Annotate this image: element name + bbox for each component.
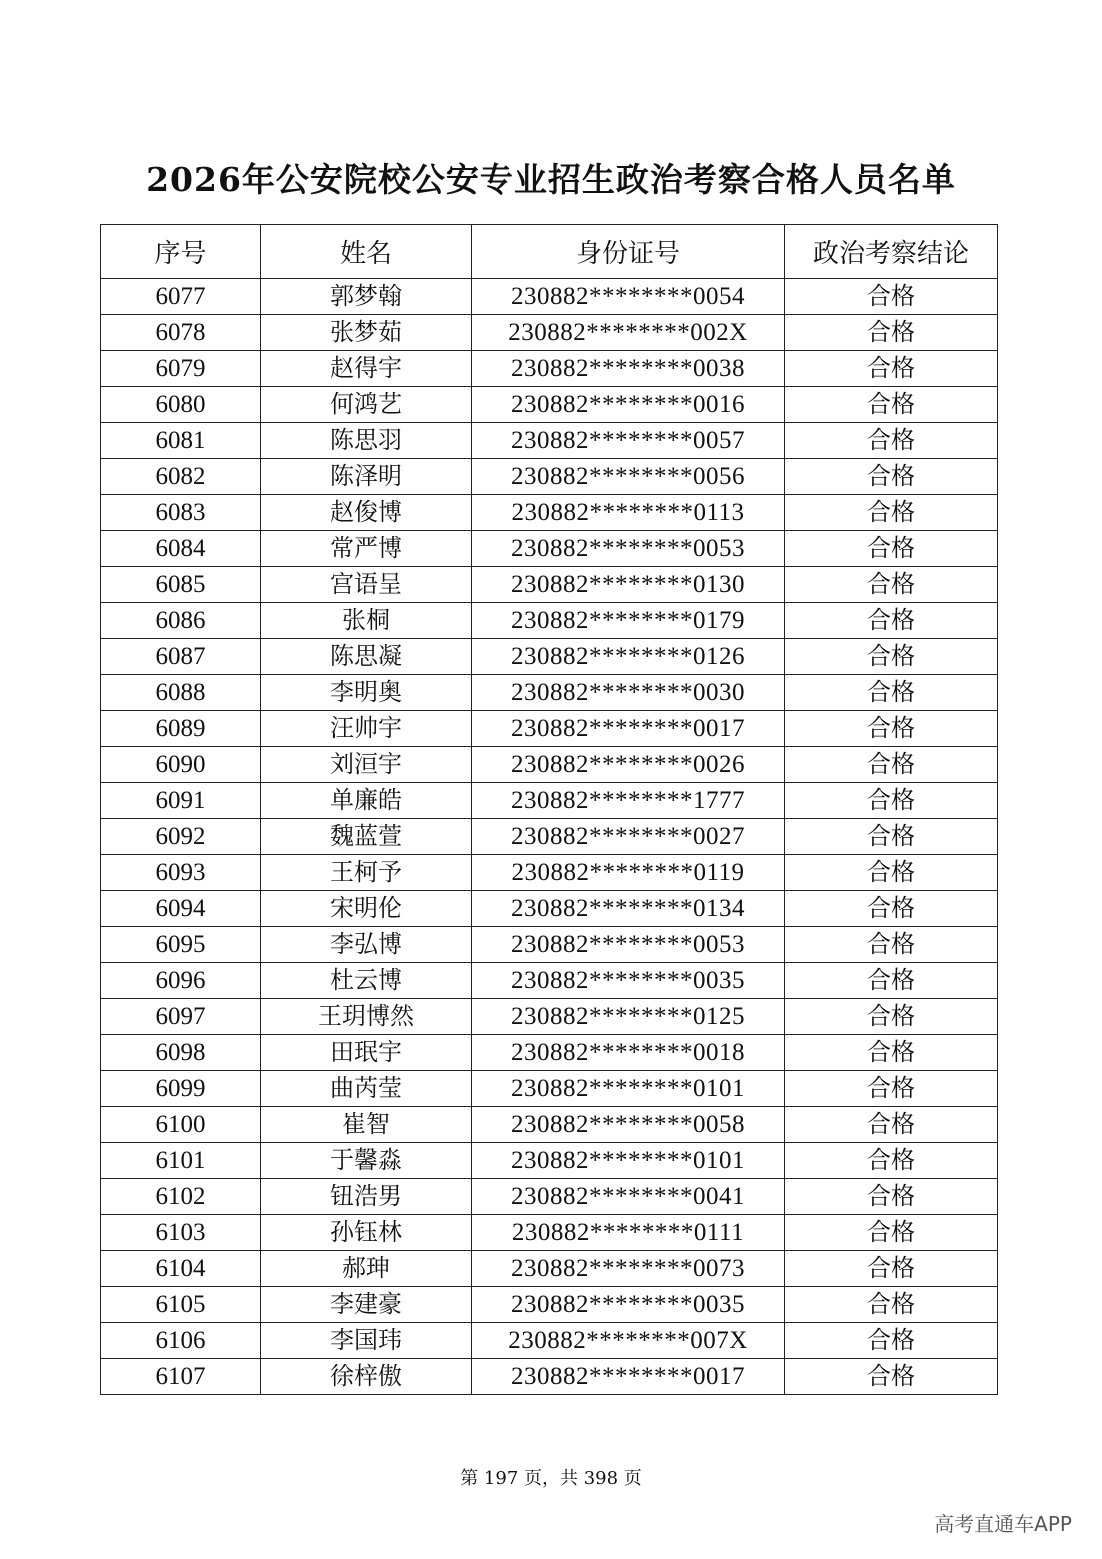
serial-number-cell: 6093: [101, 855, 261, 891]
serial-number-cell: 6078: [101, 315, 261, 351]
table-row: [101, 531, 998, 567]
serial-number-cell: 6082: [101, 459, 261, 495]
table-row: [101, 459, 998, 495]
table-row: [101, 1071, 998, 1107]
serial-number-cell: 6095: [101, 927, 261, 963]
id-number-cell: 230882********0126: [472, 639, 785, 675]
candidate-table: [100, 224, 998, 1395]
result-cell: 合格: [785, 855, 998, 891]
id-number-cell: 230882********0101: [472, 1071, 785, 1107]
serial-number-cell: 6086: [101, 603, 261, 639]
result-cell: 合格: [785, 963, 998, 999]
result-cell: 合格: [785, 1107, 998, 1143]
name-cell: 李明奥: [261, 675, 472, 711]
serial-number-cell: 6099: [101, 1071, 261, 1107]
header-serial-number: 序号: [101, 225, 261, 279]
table-row: [101, 1215, 998, 1251]
name-cell: 郝珅: [261, 1251, 472, 1287]
table-row: [101, 1251, 998, 1287]
serial-number-cell: 6083: [101, 495, 261, 531]
result-cell: 合格: [785, 639, 998, 675]
page-number: 第 197 页，共 398 页: [460, 1468, 642, 1489]
id-number-cell: 230882********0053: [472, 531, 785, 567]
watermark-text: 高考直通车APP: [934, 1512, 1072, 1536]
id-number-cell: 230882********0017: [472, 711, 785, 747]
result-cell: 合格: [785, 1251, 998, 1287]
id-number-cell: 230882********0056: [472, 459, 785, 495]
serial-number-cell: 6101: [101, 1143, 261, 1179]
table-row: [101, 675, 998, 711]
serial-number-cell: 6077: [101, 279, 261, 315]
result-cell: 合格: [785, 531, 998, 567]
name-cell: 李建豪: [261, 1287, 472, 1323]
serial-number-cell: 6104: [101, 1251, 261, 1287]
serial-number-cell: 6089: [101, 711, 261, 747]
name-cell: 孙钰林: [261, 1215, 472, 1251]
serial-number-cell: 6081: [101, 423, 261, 459]
table-row: [101, 747, 998, 783]
id-number-cell: 230882********0119: [472, 855, 785, 891]
header-political-review-result: 政治考察结论: [785, 225, 998, 279]
name-cell: 陈思凝: [261, 639, 472, 675]
table-row: [101, 315, 998, 351]
name-cell: 郭梦翰: [261, 279, 472, 315]
table-header-row: [101, 225, 998, 279]
name-cell: 李弘博: [261, 927, 472, 963]
table-row: [101, 855, 998, 891]
table-row: [101, 927, 998, 963]
result-cell: 合格: [785, 891, 998, 927]
result-cell: 合格: [785, 1035, 998, 1071]
result-cell: 合格: [785, 603, 998, 639]
name-cell: 赵俊博: [261, 495, 472, 531]
id-number-cell: 230882********0016: [472, 387, 785, 423]
id-number-cell: 230882********0027: [472, 819, 785, 855]
table-row: [101, 1107, 998, 1143]
id-number-cell: 230882********0053: [472, 927, 785, 963]
table-row: [101, 783, 998, 819]
result-cell: 合格: [785, 1287, 998, 1323]
serial-number-cell: 6091: [101, 783, 261, 819]
name-cell: 崔智: [261, 1107, 472, 1143]
header-id-number: 身份证号: [472, 225, 785, 279]
serial-number-cell: 6106: [101, 1323, 261, 1359]
id-number-cell: 230882********0054: [472, 279, 785, 315]
id-number-cell: 230882********0073: [472, 1251, 785, 1287]
id-number-cell: 230882********0101: [472, 1143, 785, 1179]
header-name: 姓名: [261, 225, 472, 279]
name-cell: 刘洹宇: [261, 747, 472, 783]
table-row: [101, 351, 998, 387]
table-row: [101, 1143, 998, 1179]
result-cell: 合格: [785, 783, 998, 819]
table-row: [101, 1323, 998, 1359]
serial-number-cell: 6100: [101, 1107, 261, 1143]
table-row: [101, 1287, 998, 1323]
table-row: [101, 819, 998, 855]
result-cell: 合格: [785, 1179, 998, 1215]
id-number-cell: 230882********0035: [472, 1287, 785, 1323]
id-number-cell: 230882********0125: [472, 999, 785, 1035]
table-row: [101, 1179, 998, 1215]
name-cell: 王柯予: [261, 855, 472, 891]
result-cell: 合格: [785, 351, 998, 387]
name-cell: 曲芮莹: [261, 1071, 472, 1107]
result-cell: 合格: [785, 459, 998, 495]
id-number-cell: 230882********0057: [472, 423, 785, 459]
id-number-cell: 230882********0035: [472, 963, 785, 999]
result-cell: 合格: [785, 1143, 998, 1179]
name-cell: 钮浩男: [261, 1179, 472, 1215]
name-cell: 张梦茹: [261, 315, 472, 351]
serial-number-cell: 6087: [101, 639, 261, 675]
id-number-cell: 230882********0030: [472, 675, 785, 711]
name-cell: 田珉宇: [261, 1035, 472, 1071]
name-cell: 于馨淼: [261, 1143, 472, 1179]
id-number-cell: 230882********0130: [472, 567, 785, 603]
result-cell: 合格: [785, 927, 998, 963]
id-number-cell: 230882********0017: [472, 1359, 785, 1395]
id-number-cell: 230882********0058: [472, 1107, 785, 1143]
result-cell: 合格: [785, 279, 998, 315]
serial-number-cell: 6102: [101, 1179, 261, 1215]
page-title: 2026年公安院校公安专业招生政治考察合格人员名单: [146, 160, 956, 199]
name-cell: 何鸿艺: [261, 387, 472, 423]
table-row: [101, 423, 998, 459]
serial-number-cell: 6107: [101, 1359, 261, 1395]
name-cell: 常严博: [261, 531, 472, 567]
id-number-cell: 230882********1777: [472, 783, 785, 819]
serial-number-cell: 6097: [101, 999, 261, 1035]
result-cell: 合格: [785, 1215, 998, 1251]
serial-number-cell: 6079: [101, 351, 261, 387]
name-cell: 魏蓝萱: [261, 819, 472, 855]
name-cell: 赵得宇: [261, 351, 472, 387]
id-number-cell: 230882********007X: [472, 1323, 785, 1359]
serial-number-cell: 6105: [101, 1287, 261, 1323]
name-cell: 杜云博: [261, 963, 472, 999]
name-cell: 陈思羽: [261, 423, 472, 459]
name-cell: 宋明伦: [261, 891, 472, 927]
result-cell: 合格: [785, 1359, 998, 1395]
name-cell: 单廉皓: [261, 783, 472, 819]
result-cell: 合格: [785, 387, 998, 423]
table-row: [101, 711, 998, 747]
result-cell: 合格: [785, 747, 998, 783]
name-cell: 王玥博然: [261, 999, 472, 1035]
result-cell: 合格: [785, 423, 998, 459]
name-cell: 宫语呈: [261, 567, 472, 603]
serial-number-cell: 6090: [101, 747, 261, 783]
result-cell: 合格: [785, 999, 998, 1035]
table-row: [101, 1359, 998, 1395]
id-number-cell: 230882********002X: [472, 315, 785, 351]
id-number-cell: 230882********0179: [472, 603, 785, 639]
serial-number-cell: 6103: [101, 1215, 261, 1251]
table-row: [101, 603, 998, 639]
result-cell: 合格: [785, 495, 998, 531]
table-row: [101, 567, 998, 603]
result-cell: 合格: [785, 567, 998, 603]
name-cell: 张桐: [261, 603, 472, 639]
id-number-cell: 230882********0018: [472, 1035, 785, 1071]
serial-number-cell: 6094: [101, 891, 261, 927]
serial-number-cell: 6084: [101, 531, 261, 567]
table-row: [101, 891, 998, 927]
result-cell: 合格: [785, 819, 998, 855]
result-cell: 合格: [785, 711, 998, 747]
serial-number-cell: 6096: [101, 963, 261, 999]
result-cell: 合格: [785, 1071, 998, 1107]
id-number-cell: 230882********0041: [472, 1179, 785, 1215]
result-cell: 合格: [785, 1323, 998, 1359]
serial-number-cell: 6088: [101, 675, 261, 711]
serial-number-cell: 6080: [101, 387, 261, 423]
serial-number-cell: 6085: [101, 567, 261, 603]
name-cell: 李国玮: [261, 1323, 472, 1359]
table-row: [101, 639, 998, 675]
id-number-cell: 230882********0026: [472, 747, 785, 783]
table-row: [101, 279, 998, 315]
table-row: [101, 1035, 998, 1071]
id-number-cell: 230882********0113: [472, 495, 785, 531]
name-cell: 汪帅宇: [261, 711, 472, 747]
result-cell: 合格: [785, 315, 998, 351]
table-row: [101, 963, 998, 999]
name-cell: 陈泽明: [261, 459, 472, 495]
table-row: [101, 495, 998, 531]
result-cell: 合格: [785, 675, 998, 711]
table-row: [101, 387, 998, 423]
table-row: [101, 999, 998, 1035]
id-number-cell: 230882********0111: [472, 1215, 785, 1251]
serial-number-cell: 6098: [101, 1035, 261, 1071]
name-cell: 徐梓傲: [261, 1359, 472, 1395]
id-number-cell: 230882********0038: [472, 351, 785, 387]
serial-number-cell: 6092: [101, 819, 261, 855]
table-body: [101, 279, 998, 1395]
id-number-cell: 230882********0134: [472, 891, 785, 927]
